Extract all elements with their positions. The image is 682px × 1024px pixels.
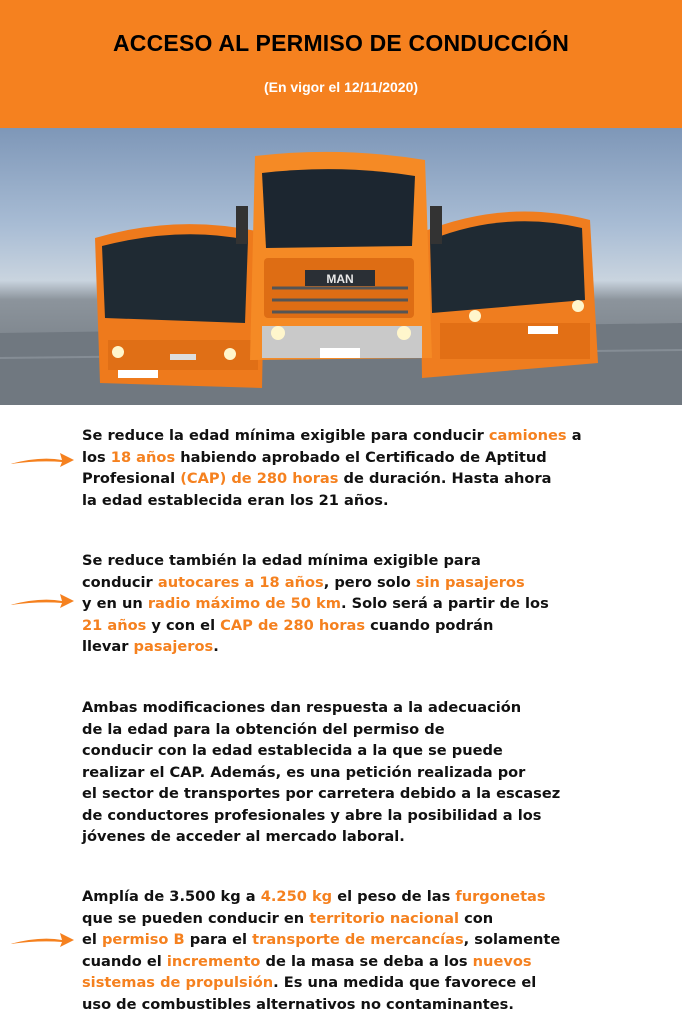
paragraph-coaches <box>82 550 672 658</box>
body-text: Se reduce la edad mínima exigible para conducir <box>82 427 489 444</box>
text-line <box>82 425 672 447</box>
text-line <box>82 697 672 719</box>
text-line <box>82 972 672 994</box>
text-line <box>82 615 672 637</box>
text-line <box>82 490 672 512</box>
highlighted-text: sistemas de propulsión <box>82 974 274 991</box>
body-text: Se reduce también la edad mínima exigible para <box>82 552 481 569</box>
text-line <box>82 762 672 784</box>
text-line <box>82 951 672 973</box>
text-line <box>82 572 672 594</box>
text-line <box>82 908 672 930</box>
highlighted-text: incremento <box>166 952 261 970</box>
body-text: a <box>566 427 582 444</box>
text-line <box>82 783 672 805</box>
body-text: el peso de las <box>332 888 456 905</box>
body-text: Amplía de 3.500 kg a <box>82 888 261 905</box>
header-banner <box>0 0 682 128</box>
body-text: habiendo aprobado el Certificado de Aptitud <box>175 448 547 466</box>
text-line <box>82 886 672 908</box>
body-text: . Solo será a partir de los <box>340 595 549 612</box>
body-text: de la edad para la obtención del permiso de <box>82 720 445 738</box>
highlighted-text: CAP de 280 horas <box>220 616 366 634</box>
body-text: , pero solo <box>323 573 416 591</box>
arrow-icon <box>10 930 74 950</box>
body-text: con <box>458 909 494 927</box>
text-line <box>82 550 672 572</box>
body-text: y con el <box>146 616 221 634</box>
text-line <box>82 929 672 951</box>
text-line <box>82 468 672 490</box>
body-text: Profesional <box>82 470 181 487</box>
body-text: Ambas modificaciones dan respuesta a la adecuación <box>82 699 522 716</box>
text-line <box>82 636 672 658</box>
highlighted-text: nuevos <box>472 952 532 970</box>
text-line <box>82 826 672 848</box>
paragraph-trucks <box>82 425 672 511</box>
body-text: de conductores profesionales y abre la posibilidad a los <box>82 806 542 824</box>
body-text: el <box>82 931 102 948</box>
truck-logo: MAN <box>326 272 354 286</box>
text-line <box>82 447 672 469</box>
text-line <box>82 593 672 615</box>
highlighted-text: furgonetas <box>455 888 546 905</box>
body-text: y en un <box>82 595 148 612</box>
vehicles-illustration <box>0 128 682 405</box>
body-text: llevar <box>82 638 134 655</box>
body-text: conducir con la edad establecida a la que se puede <box>82 742 503 759</box>
highlighted-text: 18 años <box>110 448 176 466</box>
highlighted-text: 21 años <box>82 616 147 634</box>
body-text: conducir <box>82 573 158 591</box>
body-text: los <box>82 448 111 466</box>
body-text: de la masa se deba a los <box>260 952 473 970</box>
text-line <box>82 740 672 762</box>
man-truck <box>236 152 442 360</box>
highlighted-text: sin pasajeros <box>415 573 525 591</box>
paragraph-rationale <box>82 697 672 848</box>
body-text: que se pueden conducir en <box>82 909 310 927</box>
vehicles-photo <box>0 128 682 405</box>
body-text: cuando podrán <box>365 616 494 634</box>
body-text: uso de combustibles alternativos no contaminantes. <box>82 995 514 1013</box>
body-text: realizar el CAP. Además, es una petición realizada por <box>82 763 526 781</box>
body-text: jóvenes de acceder al mercado laboral. <box>82 828 405 845</box>
body-text: de duración. Hasta ahora <box>338 470 552 487</box>
highlighted-text: transporte de mercancías <box>252 931 464 948</box>
body-text: cuando el <box>82 952 167 970</box>
arrow-icon <box>10 591 74 611</box>
highlighted-text: permiso B <box>101 931 185 948</box>
highlighted-text: pasajeros <box>133 638 214 655</box>
body-text: . <box>213 638 219 655</box>
body-text: para el <box>184 931 253 948</box>
highlighted-text: (CAP) de 280 horas <box>180 470 339 487</box>
text-line <box>82 719 672 741</box>
body-text: el sector de transportes por carretera debido a la escasez <box>82 785 561 802</box>
highlighted-text: autocares a 18 años <box>157 573 324 591</box>
highlighted-text: territorio nacional <box>309 909 459 927</box>
text-line <box>82 994 672 1016</box>
paragraph-vans <box>82 886 672 1015</box>
page-title: ACCESO AL PERMISO DE CONDUCCIÓN <box>112 30 569 56</box>
arrow-icon <box>10 450 74 470</box>
body-text: . Es una medida que favorece el <box>273 974 537 991</box>
text-line <box>82 805 672 827</box>
body-text: la edad establecida eran los 21 años. <box>82 491 389 509</box>
left-bus <box>95 224 265 388</box>
highlighted-text: 4.250 kg <box>260 888 333 905</box>
body-text: , solamente <box>463 931 561 948</box>
highlighted-text: camiones <box>488 427 567 444</box>
right-bus <box>420 212 598 378</box>
highlighted-text: radio máximo de 50 km <box>147 595 341 612</box>
effective-date: (En vigor el 12/11/2020) <box>263 79 419 95</box>
